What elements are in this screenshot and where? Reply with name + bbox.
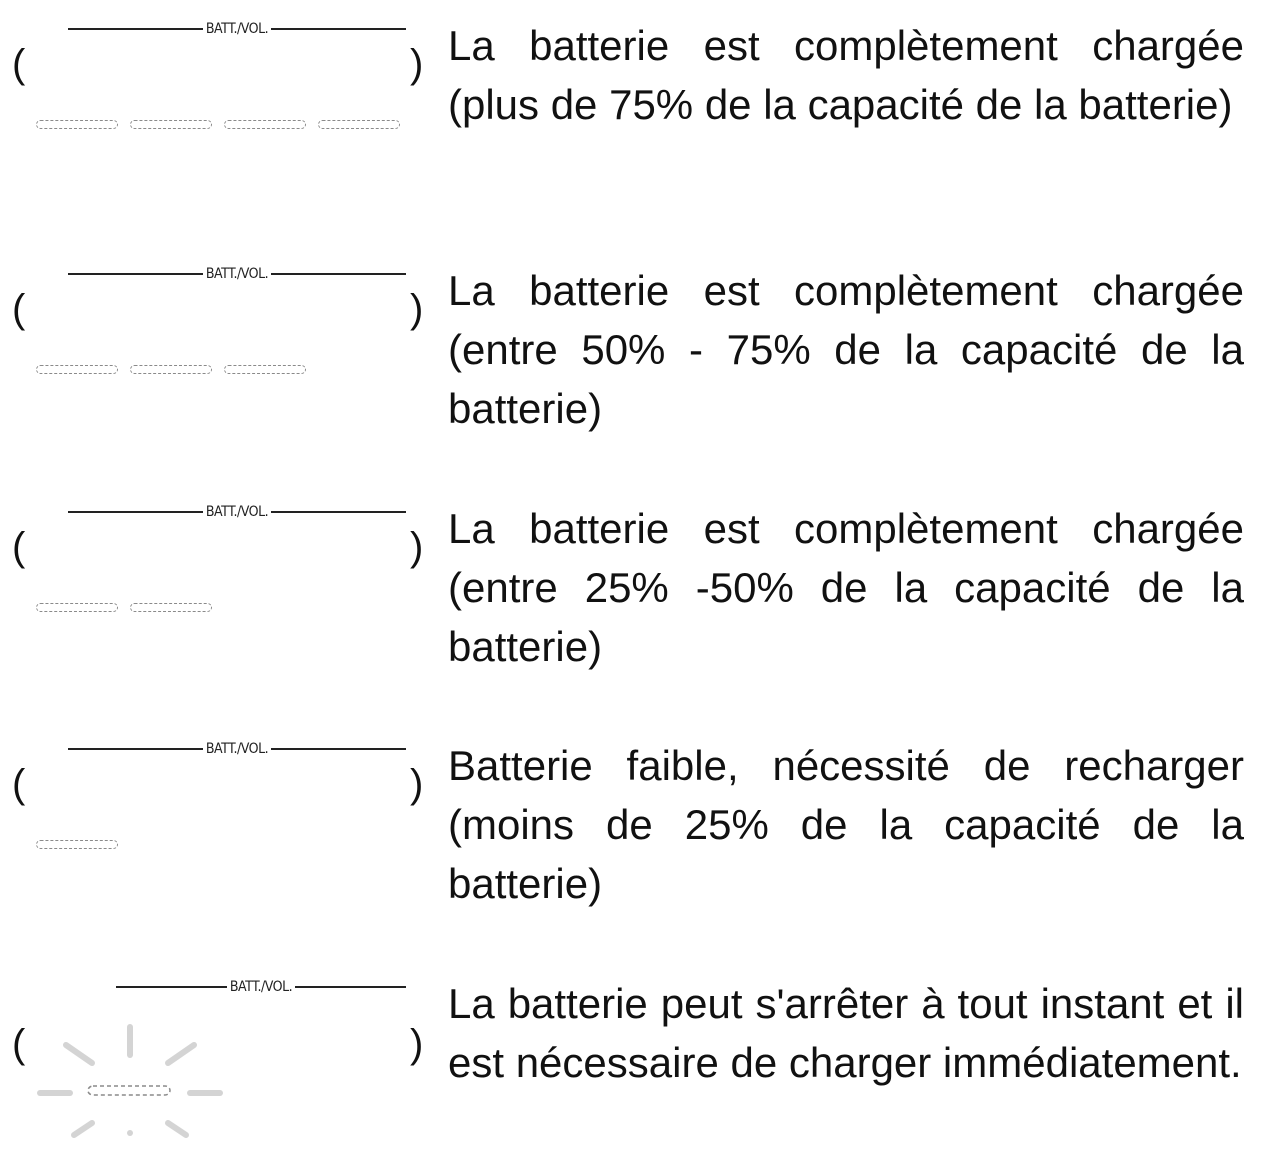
battery-level-description: La batterie peut s'arrêter à tout instant et il est nécessaire de charger immédiatement.: [448, 980, 1244, 1086]
battery-indicator: [0, 0, 440, 190]
left-paren: (: [12, 1022, 26, 1066]
right-paren: ): [410, 1022, 424, 1066]
left-paren: (: [12, 287, 26, 331]
battery-segments: [36, 120, 400, 129]
right-paren: ): [410, 287, 424, 331]
battery-level-row-low: [0, 720, 1276, 920]
indicator-header: [68, 505, 406, 519]
battery-level-row-high: [0, 245, 1276, 445]
battery-segment-icon: [224, 120, 306, 129]
battery-segment-icon: [130, 365, 212, 374]
battery-level-description: La batterie est complètement chargée (entre 25% -50% de la capacité de la batterie): [448, 505, 1244, 670]
battery-segments: [36, 365, 306, 374]
battery-segment-icon: [36, 365, 118, 374]
battery-segment-icon: [36, 120, 118, 129]
left-paren: (: [12, 762, 26, 806]
battery-level-description: La batterie est complètement chargée (plus de 75% de la capacité de la batterie): [448, 22, 1244, 128]
battery-indicator: [0, 245, 440, 435]
battery-segment-icon: [130, 603, 212, 612]
indicator-label: BATT./VOL.: [205, 741, 269, 757]
battery-segments: [36, 840, 118, 849]
right-paren: ): [410, 42, 424, 86]
indicator-header: [68, 22, 406, 36]
indicator-header: [68, 267, 406, 281]
battery-indicator: [0, 720, 440, 910]
battery-indicator: [0, 483, 440, 673]
battery-level-description: La batterie est complètement chargée (entre 50% - 75% de la capacité de la batterie): [448, 267, 1244, 432]
indicator-label: BATT./VOL.: [229, 979, 293, 995]
battery-segment-icon: [36, 603, 118, 612]
battery-level-row-full: [0, 0, 1276, 200]
blinking-battery-segment-icon: [30, 1015, 230, 1143]
battery-segment-icon: [224, 365, 306, 374]
indicator-header: [68, 742, 406, 756]
left-paren: (: [12, 525, 26, 569]
indicator-label: BATT./VOL.: [205, 21, 269, 37]
battery-segment-icon: [318, 120, 400, 129]
indicator-label: BATT./VOL.: [205, 504, 269, 520]
right-paren: ): [410, 762, 424, 806]
battery-level-description: Batterie faible, nécessité de recharger (moins de 25% de la capacité de la batterie): [448, 742, 1244, 907]
battery-segment-icon: [36, 840, 118, 849]
battery-segment-icon: [130, 120, 212, 129]
indicator-label: BATT./VOL.: [205, 266, 269, 282]
battery-level-row-medium: [0, 483, 1276, 683]
indicator-header: [116, 980, 406, 994]
right-paren: ): [410, 525, 424, 569]
battery-segments: [36, 603, 212, 612]
left-paren: (: [12, 42, 26, 86]
